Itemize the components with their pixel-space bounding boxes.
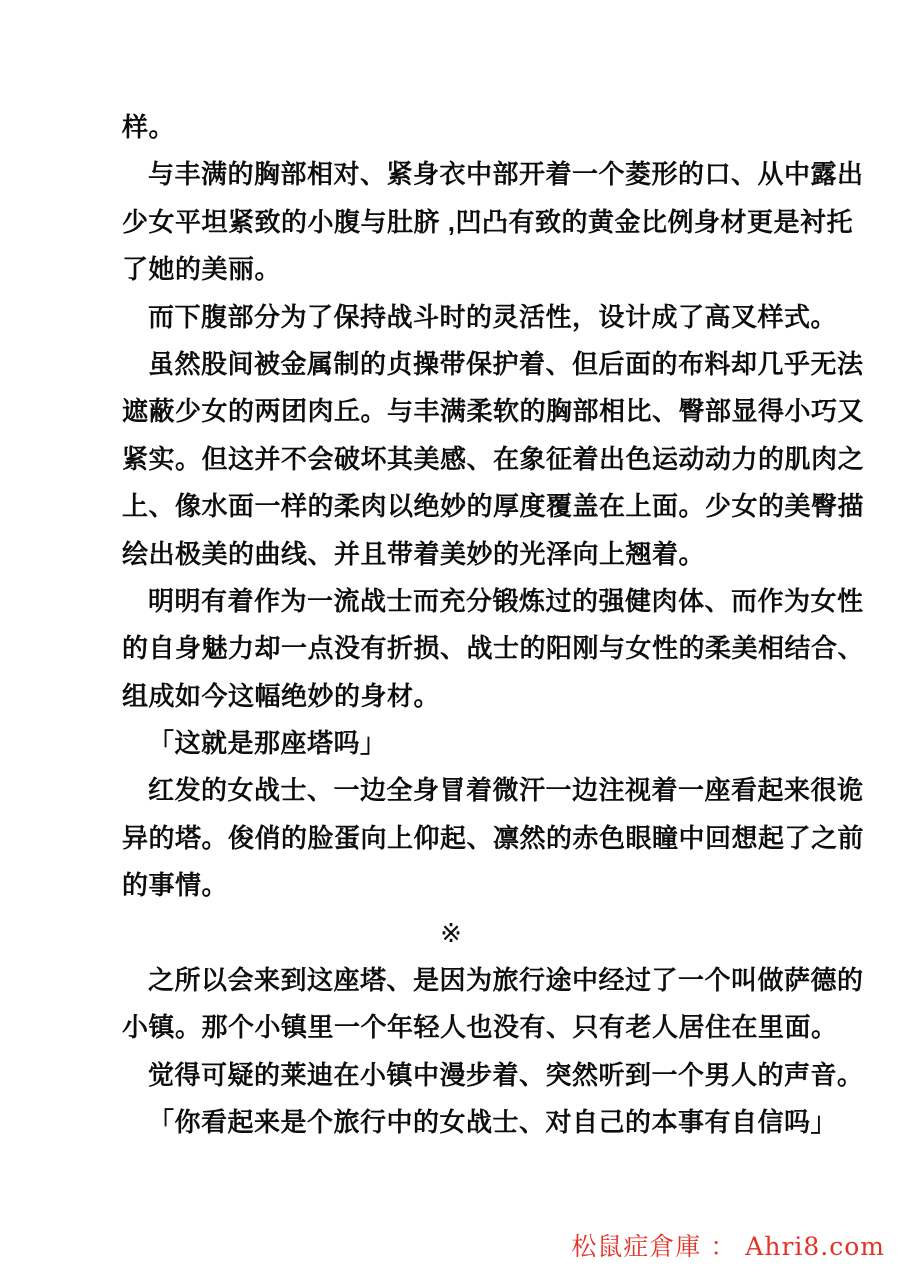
body-text (122, 104, 865, 1147)
text-line: 觉得可疑的莱迪在小镇中漫步着、突然听到一个男人的声音。 (148, 1059, 864, 1090)
text-line: 绘出极美的曲线、并且带着美妙的光泽向上翘着。 (122, 538, 706, 569)
text-line: 的自身魅力却一点没有折损、战士的阳刚与女性的柔美相结合、 (122, 633, 865, 664)
text-line: 异的塔。俊俏的脸蛋向上仰起、凛然的赤色眼瞳中回想起了之前 (122, 822, 865, 853)
dialogue-line: 「你看起来是个旅行中的女战士、对自己的本事有自信吗」 (148, 1107, 838, 1138)
text-line: 紧实。但这并不会破坏其美感、在象征着出色运动动力的肌肉之 (122, 443, 865, 474)
dialogue-line: 「这就是那座塔吗」 (148, 728, 387, 759)
text-line: 之所以会来到这座塔、是因为旅行途中经过了一个叫做萨德的 (148, 965, 864, 996)
text-line: 上、像水面一样的柔肉以绝妙的厚度覆盖在上面。少女的美臀描 (122, 491, 865, 522)
text-line: 与丰满的胸部相对、紧身衣中部开着一个菱形的口、从中露出 (148, 159, 864, 190)
text-line: 明明有着作为一流战士而充分锻炼过的强健肉体、而作为女性 (148, 585, 864, 616)
text-line: 样。 (122, 112, 176, 142)
text-line: 红发的女战士、一边全身冒着微汗一边注视着一座看起来很诡 (148, 775, 864, 806)
text-line: 组成如今这幅绝妙的身材。 (122, 680, 441, 711)
text-line: 少女平坦紧致的小腹与肚脐 ,凹凸有致的黄金比例身材更是衬托 (122, 206, 853, 237)
site-watermark: 松鼠症倉庫 ： Ahri8.com (571, 1232, 885, 1261)
text-line: 而下腹部分为了保持战斗时的灵活性，设计成了高叉样式。 (148, 301, 838, 332)
text-line: 了她的美丽。 (122, 254, 282, 285)
text-line: 的事情。 (122, 870, 229, 901)
text-line: 小镇。那个小镇里一个年轻人也没有、只有老人居住在里面。 (122, 1012, 838, 1043)
section-divider: ※ (440, 917, 462, 948)
text-line: 虽然股间被金属制的贞操带保护着、但后面的布料却几乎无法 (148, 348, 864, 379)
text-line: 遮蔽少女的两团肉丘。与丰满柔软的胸部相比、臀部显得小巧又 (122, 396, 865, 427)
